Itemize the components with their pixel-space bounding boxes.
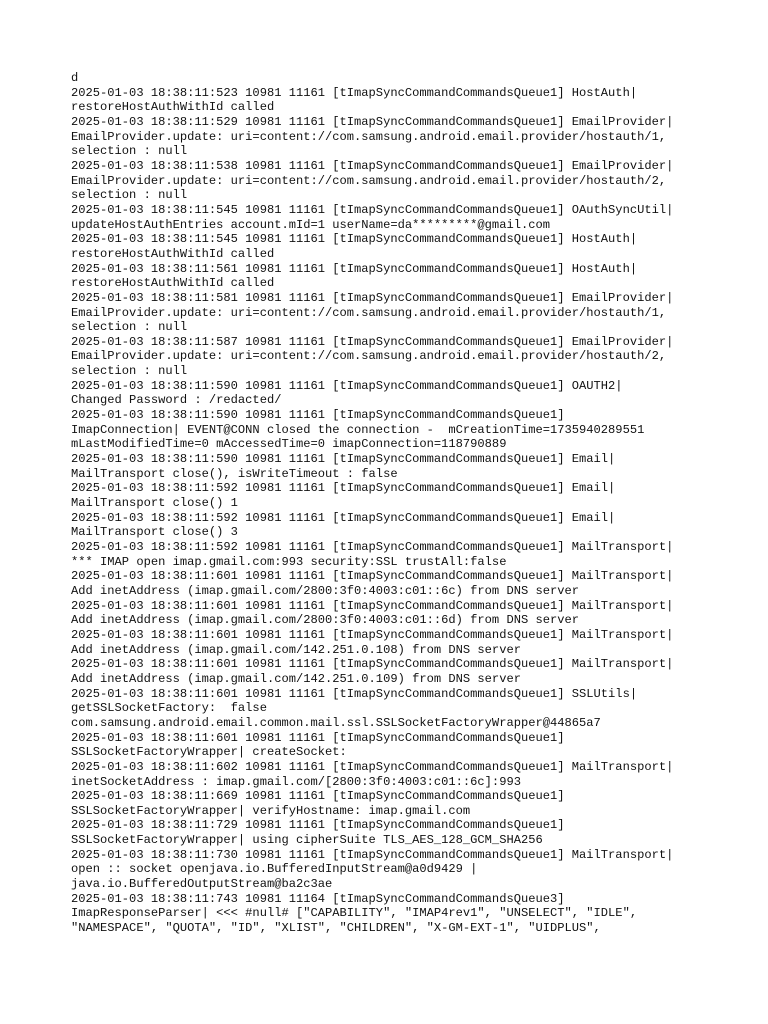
log-line: java.io.BufferedOutputStream@ba2c3ae bbox=[71, 877, 333, 892]
log-line: MailTransport close() 1 bbox=[71, 496, 238, 511]
log-line: ImapConnection| EVENT@CONN closed the connection - mCreationTime=1735940289551 bbox=[71, 422, 645, 437]
log-line: EmailProvider.update: uri=content://com.samsung.android.email.provider/hostauth/2, bbox=[71, 349, 667, 364]
log-line: 2025-01-03 18:38:11:581 10981 11161 [tImapSyncCommandCommandsQueue1] EmailProvider| bbox=[71, 290, 674, 305]
log-line: restoreHostAuthWithId called bbox=[71, 100, 275, 115]
log-text bbox=[71, 71, 731, 936]
log-line: 2025-01-03 18:38:11:523 10981 11161 [tImapSyncCommandCommandsQueue1] HostAuth| bbox=[71, 85, 638, 100]
log-line: Add inetAddress (imap.gmail.com/2800:3f0:4003:c01::6d) from DNS server bbox=[71, 613, 580, 628]
log-line: com.samsung.android.email.common.mail.ssl.SSLSocketFactoryWrapper@44865a7 bbox=[71, 715, 601, 730]
log-line: 2025-01-03 18:38:11:587 10981 11161 [tImapSyncCommandCommandsQueue1] EmailProvider| bbox=[71, 334, 674, 349]
log-line: selection : null bbox=[71, 364, 188, 379]
log-line: 2025-01-03 18:38:11:590 10981 11161 [tImapSyncCommandCommandsQueue1] OAUTH2| bbox=[71, 378, 623, 393]
log-line: 2025-01-03 18:38:11:729 10981 11161 [tImapSyncCommandCommandsQueue1] bbox=[71, 818, 565, 833]
log-line: 2025-01-03 18:38:11:561 10981 11161 [tImapSyncCommandCommandsQueue1] HostAuth| bbox=[71, 261, 638, 276]
log-line: 2025-01-03 18:38:11:669 10981 11161 [tImapSyncCommandCommandsQueue1] bbox=[71, 789, 565, 804]
log-line: EmailProvider.update: uri=content://com.samsung.android.email.provider/hostauth/1, bbox=[71, 129, 667, 144]
log-line: restoreHostAuthWithId called bbox=[71, 276, 275, 291]
log-line: 2025-01-03 18:38:11:743 10981 11164 [tImapSyncCommandCommandsQueue3] bbox=[71, 891, 565, 906]
log-line: Add inetAddress (imap.gmail.com/142.251.0.109) from DNS server bbox=[71, 671, 521, 686]
log-line: 2025-01-03 18:38:11:730 10981 11161 [tImapSyncCommandCommandsQueue1] MailTransport| bbox=[71, 847, 674, 862]
log-line: mLastModifiedTime=0 mAccessedTime=0 imapConnection=118790889 bbox=[71, 437, 507, 452]
log-line: 2025-01-03 18:38:11:538 10981 11161 [tImapSyncCommandCommandsQueue1] EmailProvider| bbox=[71, 158, 674, 173]
log-line: Add inetAddress (imap.gmail.com/142.251.0.108) from DNS server bbox=[71, 642, 521, 657]
log-line: 2025-01-03 18:38:11:545 10981 11161 [tImapSyncCommandCommandsQueue1] OAuthSyncUtil| bbox=[71, 202, 674, 217]
log-line: restoreHostAuthWithId called bbox=[71, 246, 275, 261]
log-line: selection : null bbox=[71, 320, 188, 335]
log-line: 2025-01-03 18:38:11:592 10981 11161 [tImapSyncCommandCommandsQueue1] Email| bbox=[71, 481, 616, 496]
log-line: SSLSocketFactoryWrapper| using cipherSuite TLS_AES_128_GCM_SHA256 bbox=[71, 833, 543, 848]
log-line: selection : null bbox=[71, 144, 188, 159]
log-line: Changed Password : /redacted/ bbox=[71, 393, 282, 408]
log-line: SSLSocketFactoryWrapper| createSocket: bbox=[71, 745, 347, 760]
log-line: 2025-01-03 18:38:11:601 10981 11161 [tImapSyncCommandCommandsQueue1] MailTransport| bbox=[71, 627, 674, 642]
log-line: SSLSocketFactoryWrapper| verifyHostname: imap.gmail.com bbox=[71, 803, 471, 818]
log-line: Add inetAddress (imap.gmail.com/2800:3f0:4003:c01::6c) from DNS server bbox=[71, 583, 580, 598]
log-line: 2025-01-03 18:38:11:601 10981 11161 [tImapSyncCommandCommandsQueue1] bbox=[71, 730, 565, 745]
log-line: selection : null bbox=[71, 188, 188, 203]
log-line: EmailProvider.update: uri=content://com.samsung.android.email.provider/hostauth/2, bbox=[71, 173, 667, 188]
log-line: 2025-01-03 18:38:11:590 10981 11161 [tImapSyncCommandCommandsQueue1] Email| bbox=[71, 452, 616, 467]
log-line: 2025-01-03 18:38:11:601 10981 11161 [tImapSyncCommandCommandsQueue1] MailTransport| bbox=[71, 598, 674, 613]
log-line: 2025-01-03 18:38:11:545 10981 11161 [tImapSyncCommandCommandsQueue1] HostAuth| bbox=[71, 232, 638, 247]
log-line: 2025-01-03 18:38:11:529 10981 11161 [tImapSyncCommandCommandsQueue1] EmailProvider| bbox=[71, 114, 674, 129]
log-line: updateHostAuthEntries account.mId=1 userName=da*********@gmail.com bbox=[71, 217, 550, 232]
log-line: "NAMESPACE", "QUOTA", "ID", "XLIST", "CHILDREN", "X-GM-EXT-1", "UIDPLUS", bbox=[71, 921, 601, 936]
log-line: ImapResponseParser| <<< #null# ["CAPABILITY", "IMAP4rev1", "UNSELECT", "IDLE", bbox=[71, 906, 638, 921]
log-line: 2025-01-03 18:38:11:601 10981 11161 [tImapSyncCommandCommandsQueue1] MailTransport| bbox=[71, 569, 674, 584]
log-line: d bbox=[71, 71, 79, 85]
log-line: MailTransport close(), isWriteTimeout : false bbox=[71, 466, 398, 481]
log-line: 2025-01-03 18:38:11:602 10981 11161 [tImapSyncCommandCommandsQueue1] MailTransport| bbox=[71, 759, 674, 774]
log-line: 2025-01-03 18:38:11:592 10981 11161 [tImapSyncCommandCommandsQueue1] MailTransport| bbox=[71, 540, 674, 554]
log-line: 2025-01-03 18:38:11:601 10981 11161 [tImapSyncCommandCommandsQueue1] SSLUtils| bbox=[71, 686, 638, 701]
log-line: EmailProvider.update: uri=content://com.samsung.android.email.provider/hostauth/1, bbox=[71, 305, 667, 320]
log-line: open :: socket openjava.io.BufferedInputStream@a0d9429 | bbox=[71, 862, 478, 877]
log-line: 2025-01-03 18:38:11:592 10981 11161 [tImapSyncCommandCommandsQueue1] Email| bbox=[71, 510, 616, 525]
log-line: getSSLSocketFactory: false bbox=[71, 701, 267, 716]
log-line: 2025-01-03 18:38:11:590 10981 11161 [tImapSyncCommandCommandsQueue1] bbox=[71, 408, 565, 423]
log-line: *** IMAP open imap.gmail.com:993 security:SSL trustAll:false bbox=[71, 554, 507, 569]
log-line: inetSocketAddress : imap.gmail.com/[2800:3f0:4003:c01::6c]:993 bbox=[71, 774, 521, 789]
log-line: MailTransport close() 3 bbox=[71, 525, 238, 540]
log-line: 2025-01-03 18:38:11:601 10981 11161 [tImapSyncCommandCommandsQueue1] MailTransport| bbox=[71, 657, 674, 672]
